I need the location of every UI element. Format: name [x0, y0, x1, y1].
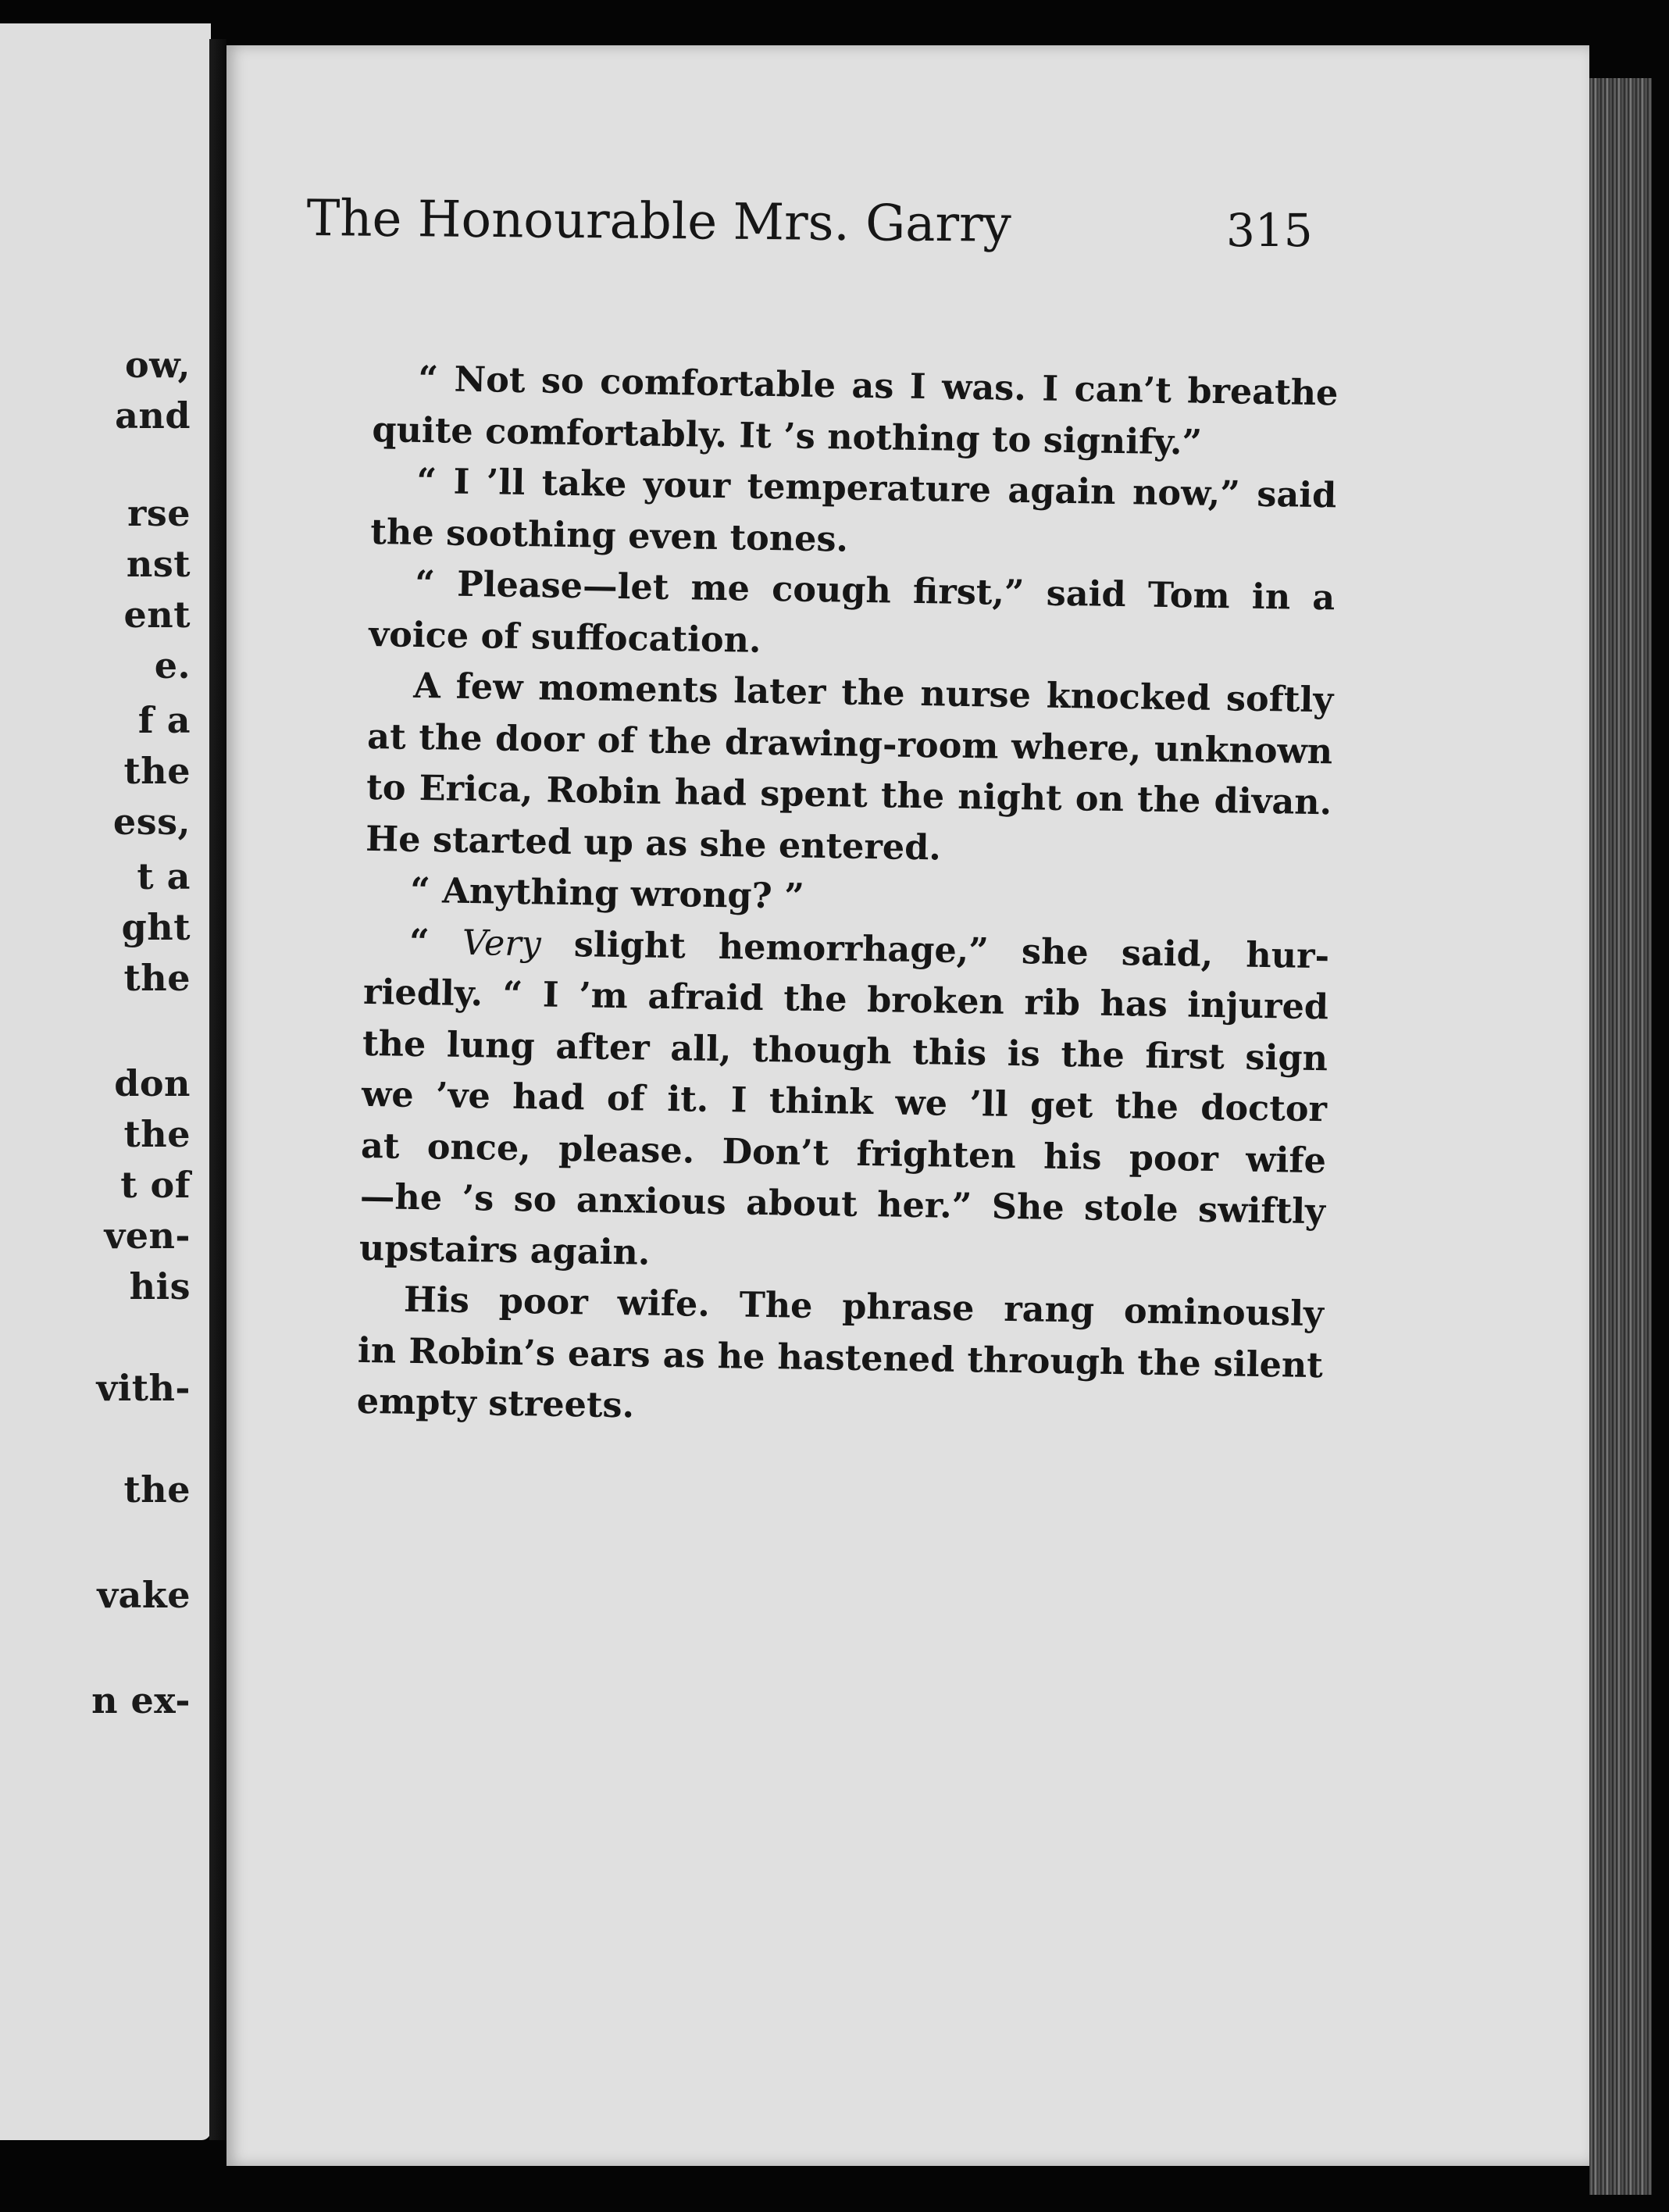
- left-page-fragment: rse: [127, 492, 191, 534]
- running-head: [307, 190, 1369, 276]
- left-page-fragment: e.: [154, 644, 191, 687]
- left-facing-page: [0, 23, 211, 2140]
- left-page-fragment: nst: [126, 543, 191, 585]
- line-text: the soothing even tones.: [370, 511, 849, 560]
- line-text: “ Not so comfortable as I was. I can’t breathe: [418, 358, 1339, 414]
- left-page-fragment: the: [123, 957, 191, 999]
- left-page-fragment: his: [129, 1265, 191, 1308]
- line-text: in Robin’s ears as he hastened through the silent: [357, 1329, 1324, 1386]
- running-title: The Honourable Mrs. Garry: [306, 190, 1012, 254]
- left-page-fragment: vith-: [96, 1367, 191, 1409]
- left-page-fragment: f a: [137, 699, 191, 741]
- line-text: voice of suffocation.: [368, 613, 761, 661]
- left-page-fragment: ven-: [104, 1215, 191, 1257]
- line-text: at once, please. Don’t frighten his poor wife: [360, 1125, 1327, 1181]
- left-page-fragment: n ex-: [91, 1679, 191, 1721]
- left-page-fragment: ent: [123, 594, 191, 636]
- line-text: the lung after all, though this is the first sign: [362, 1022, 1328, 1079]
- page-edges: [1589, 78, 1652, 2195]
- left-page-fragment: ess,: [112, 801, 191, 843]
- line-text: “ Please—let me cough first,” said Tom in a: [414, 562, 1336, 619]
- left-page-fragment: and: [115, 394, 191, 437]
- line-text: at the door of the drawing-room where, unknown: [366, 715, 1333, 772]
- body-text: [356, 353, 1338, 1443]
- italic-word: Very: [462, 922, 542, 964]
- line-text-after: slight hemorrhage,” she said, hur-: [540, 922, 1330, 976]
- page-number: 315: [1226, 204, 1313, 257]
- line-text: He started up as she entered.: [365, 818, 942, 868]
- left-page-fragment: the: [123, 750, 191, 792]
- line-text: empty streets.: [356, 1380, 635, 1426]
- line-text: His poor wife. The phrase rang ominously: [403, 1279, 1325, 1335]
- line-text: “ Anything wrong? ”: [409, 869, 805, 917]
- line-text: —he ’s so anxious about her.” She stole swiftly: [359, 1176, 1326, 1233]
- line-text: upstairs again.: [358, 1227, 651, 1273]
- line-text: we ’ve had of it. I think we ’ll get the doctor: [361, 1073, 1328, 1130]
- left-page-fragment: ow,: [124, 344, 191, 386]
- line-text: “: [408, 921, 463, 963]
- line-text: quite comfortably. It ’s nothing to signify.”: [372, 409, 1203, 463]
- line-text: “ I ’ll take your temperature again now,” said: [416, 460, 1337, 516]
- left-page-fragment: vake: [97, 1574, 191, 1616]
- left-page-fragment: ght: [121, 906, 191, 948]
- line-text: riedly. “ I ’m afraid the broken rib has injured: [362, 971, 1329, 1028]
- left-page-fragment: t a: [137, 855, 191, 897]
- line-text: A few moments later the nurse knocked softly: [412, 665, 1334, 721]
- left-page-fragment: t of: [120, 1164, 191, 1206]
- left-page-fragment: don: [114, 1062, 191, 1104]
- left-page-fragment: the: [123, 1113, 191, 1155]
- book-gutter: [209, 39, 226, 2140]
- line-text: to Erica, Robin had spent the night on the divan.: [366, 766, 1332, 823]
- left-page-fragment: the: [123, 1468, 191, 1511]
